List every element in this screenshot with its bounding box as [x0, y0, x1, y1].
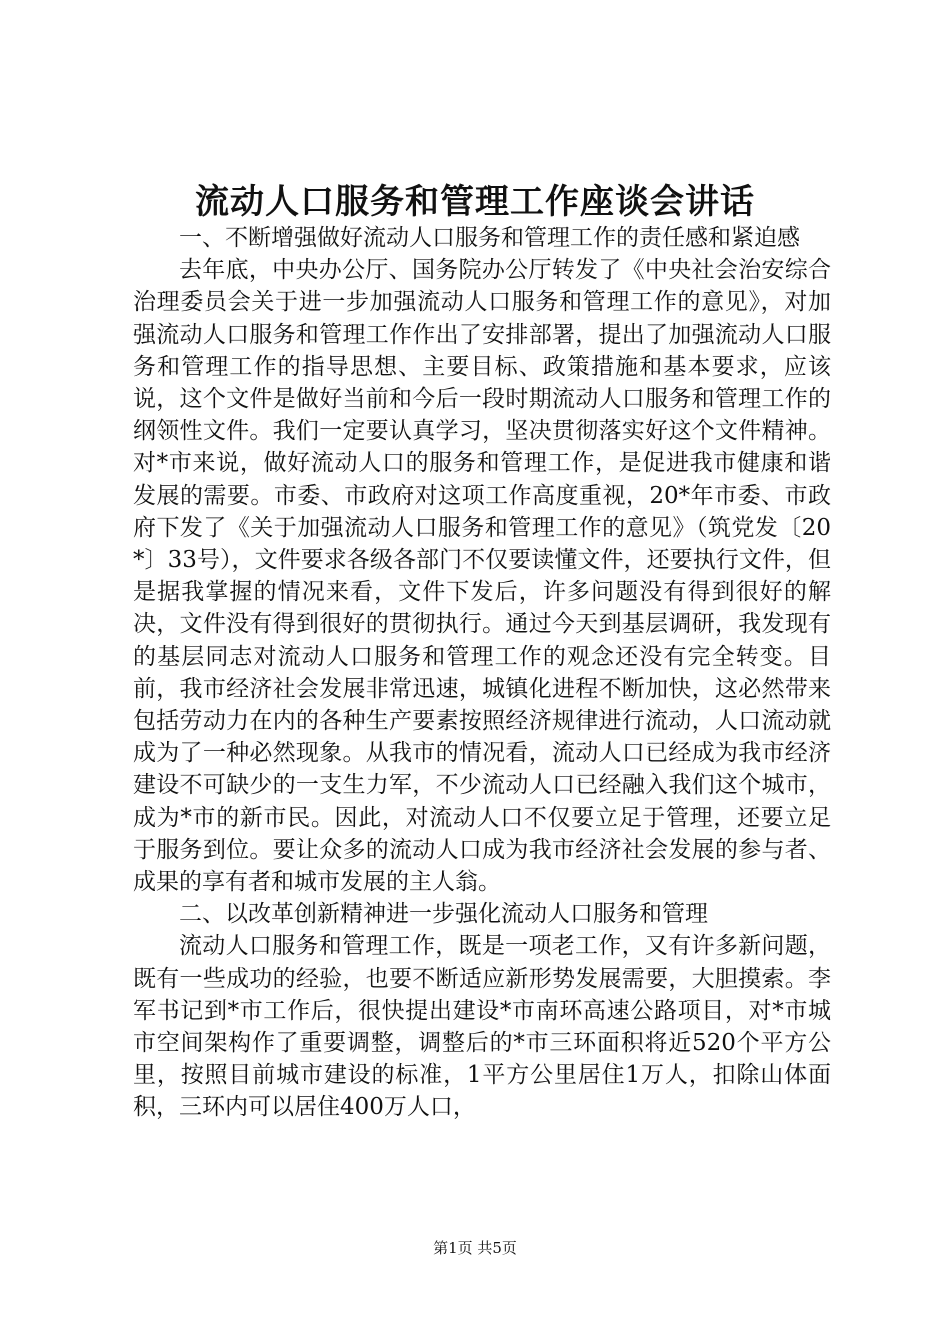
document-title: 流动人口服务和管理工作座谈会讲话: [195, 182, 755, 222]
page-number-footer: 第1页 共5页: [433, 1239, 517, 1257]
section-heading-2: 二、以改革创新精神进一步强化流动人口服务和管理: [179, 901, 708, 928]
body-paragraph-1: 去年底，中央办公厅、国务院办公厅转发了《中央社会治安综合治理委员会关于进一步加强流动人口服务和管理工作的意见》，对加强流动人口服务和管理工作作出了安排部署，提出了加强流动人口服务和管理工作的指导思想、主要目标、政策措施和基本要求，应该说，这个文件是做好当前和今后一段时期流动人口服务和管理工作的纲领性文件。我们一定要认真学习，坚决贯彻落实好这个文件精神。对*市来说，做好流动人口的服务和管理工作，是促进我市健康和谐发展的需要。市委、市政府对这项工作高度重视，20*年市委、市政府下发了《关于加强流动人口服务和管理工作的意见》（筑党发〔20*〕33号），文件要求各级各部门不仅要读懂文件，还要执行文件，但是据我掌握的情况来看，文件下发后，许多问题没有得到很好的解决，文件没有得到很好的贯彻执行。通过今天到基层调研，我发现有的基层同志对流动人口服务和管理工作的观念还没有完全转变。目前，我市经济社会发展非常迅速，城镇化进程不断加快，这必然带来包括劳动力在内的各种生产要素按照经济规律进行流动，人口流动就成为了一种必然现象。从我市的情况看，流动人口已经成为我市经济建设不可缺少的一支生力军，不少流动人口已经融入我们这个城市，成为*市的新市民。因此，对流动人口不仅要立足于管理，还要立足于服务到位。要让众多的流动人口成为我市经济社会发展的参与者、成果的享有者和城市发展的主人翁。: [133, 257, 831, 896]
section-heading-1: 一、不断增强做好流动人口服务和管理工作的责任感和紧迫感: [179, 225, 800, 251]
body-paragraph-2: 流动人口服务和管理工作，既是一项老工作，又有许多新问题，既有一些成功的经验，也要不断适应新形势发展需要，大胆摸索。李军书记到*市工作后，很快提出建设*市南环高速公路项目，对*市城市空间架构作了重要调整，调整后的*市三环面积将近520个平方公里，按照目前城市建设的标准，1平方公里居住1万人，扣除山体面积，三环内可以居住400万人口，: [133, 933, 831, 1121]
document-body: [133, 222, 831, 1124]
